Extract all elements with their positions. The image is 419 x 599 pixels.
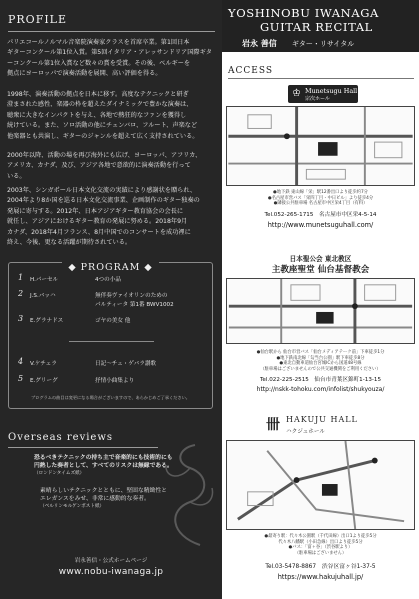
venue1-logo: ♔ Munetsugu Hall 宗次ホール xyxy=(288,85,358,103)
title-line-1: YOSHINOBU IWANAGA xyxy=(228,6,379,20)
venue1-logo-icon: ♔ xyxy=(292,88,301,99)
venue2-org: 日本聖公会 東北教区 xyxy=(289,255,352,263)
program-divider xyxy=(69,341,154,342)
site-label: 岩永善信・公式ホームページ xyxy=(74,558,148,564)
venue2-name: 主教座聖堂 仙台基督教会 xyxy=(271,265,370,275)
venue1-tel: Tel.052-265-1715 名古屋市中区栄4-5-14 xyxy=(264,212,377,218)
program-note: プログラムの曲目は変更になる場合がございますので、あらかじめご了承ください。 xyxy=(30,395,190,400)
review-quote-2: 素晴らしいテクニックとともに、堅固な精緻性と エレガンスをみせ、非常に感動的な奏者。 （ベルリンモルゲンポスト紙） xyxy=(40,488,167,509)
review-quote-1: 恐るべきテクニックの持ち主で音楽的にも技術的にも 円熟した奏者として、すべてのリスクは無縁である。 （ロンドンタイムズ紙） xyxy=(34,455,173,476)
profile-para-1: パリエコールノルマル音楽院演奏家クラスを首席卒業。第1回日本 ギターコンクール第1位入賞。第5回イタリア・アレッサンドリア国際ギタ ーコンクール第1位入賞など数々の賞を受賞。その後、ベルギーを 拠点にヨーロッパで演奏活動を展開、高い評価を得る。 xyxy=(7,39,212,78)
jp-subtitle: ギター・リサイタル xyxy=(292,40,355,48)
program-box: ◆ PROGRAM ◆ 1 H.パーセル 4つの小品 2 J.S.バッハ 無伴奏ヴァイオリンのための パルティータ 第1番 BWV1002 3 E.グラナドス ゴヤの美女 他 4 V.ケチェラ 日記〜チェ・ゲバラ讃歌 5 E.グリーグ 抒情小曲集より プログラムの曲目は変更になる場合がございますので、あらかじめご了承ください。 xyxy=(8,262,213,409)
profile-para-3: 2000年以降、活動の場を再び海外にも広げ、ヨーロッパ、アフリカ、 アメリカ、カナダ、及び、アジア各地で意欲的に演奏活動を行って いる。 xyxy=(7,152,202,180)
site-url[interactable]: www.nobu-iwanaga.jp xyxy=(58,567,164,577)
venue3-info: ●最寄り駅：代々木公園駅（千代田線）出口1より徒歩5分 代々木八幡駅（小田急線）出口より徒歩5分 ●バス：「富ヶ谷」（渋谷駅より） （駐車場はございません） xyxy=(264,534,377,556)
reviews-rule xyxy=(8,447,158,448)
venue3-logo-icon: 卌 xyxy=(266,417,280,433)
profile-para-2: 1998年、演奏活動の拠点を日本に移す。高度なテクニックと研ぎ 澄まされた感性、楽器の枠を超えたダイナミックで豊かな演奏は、 聴衆に大きなインパクトを与え、各地で熱狂的なファンを獲得し 続けている。また、ソロ活動の他にチェンバロ、フルート、声楽など 他楽器とも共演し、ギターのジャンルを超えて広く支持されている。 xyxy=(7,91,199,140)
profile-rule xyxy=(8,31,215,32)
venue2-map xyxy=(226,278,415,344)
venue3-map xyxy=(226,440,415,530)
access-heading: ACCESS xyxy=(228,66,274,76)
venue1-url[interactable]: http://www.munetsuguhall.com/ xyxy=(267,221,374,229)
venue3-url[interactable]: https://www.hakujuhall.jp/ xyxy=(277,573,364,581)
venue2-tel: Tel.022-225-2515 仙台市青葉区錦町1-13-15 xyxy=(259,377,382,383)
title-banner xyxy=(222,0,419,52)
right-panel xyxy=(222,0,419,599)
venue3-tel: Tel.03-5478-8867 渋谷区富ヶ谷1-37-5 xyxy=(265,564,376,570)
venue2-info: ●仙台駅から 仙台市営バス「仙台メディアテーク前」下車徒歩1分 ●地下鉄南北線「勾当台公園」駅下車徒歩8分 ●東北自動車道仙台宮城ICから国道48号線 （駐車場はございませんので公共交通機関をご利用ください） xyxy=(256,350,385,372)
venue3-logo: 卌 HAKUJU HALL ハクジュホール xyxy=(266,415,358,435)
program-heading: ◆ PROGRAM ◆ xyxy=(62,262,158,273)
title-line-2: GUITAR RECITAL xyxy=(260,20,373,34)
profile-heading: PROFILE xyxy=(8,13,68,26)
profile-para-4: 2003年、シンガポール日本文化交流の実績により感謝状を贈られ、 2004年より8か国を巡る日本文化交流事業、企画制作のギター独奏の 発展に寄与する。2012年、日本アジアギター教育協会の会長に 就任し、アジアにおけるギター教育の発展に努める。2018年9月 カナダ、2018年4月フランス、8月中国でのコンサートを成功裡に 終え、今後、更なる活躍が期待されている。 xyxy=(7,187,200,247)
jp-name: 岩永 善信 xyxy=(242,39,277,48)
reviews-heading: Overseas reviews xyxy=(8,432,114,443)
venue2-url[interactable]: http://nskk-tohoku.com/infolist/shukyouza/ xyxy=(256,386,385,393)
flourish-ornament xyxy=(160,440,220,550)
access-rule xyxy=(228,78,414,79)
venue1-info: ●地下鉄 東山線「栄」駅12番出口より徒歩約7分 ●名古屋市営バス「栄四丁目・中日ビル」より徒歩4分 ●隣接公共駐車場 名古屋市中区栄4丁目（有料） xyxy=(267,190,374,207)
venue1-map xyxy=(226,106,415,186)
